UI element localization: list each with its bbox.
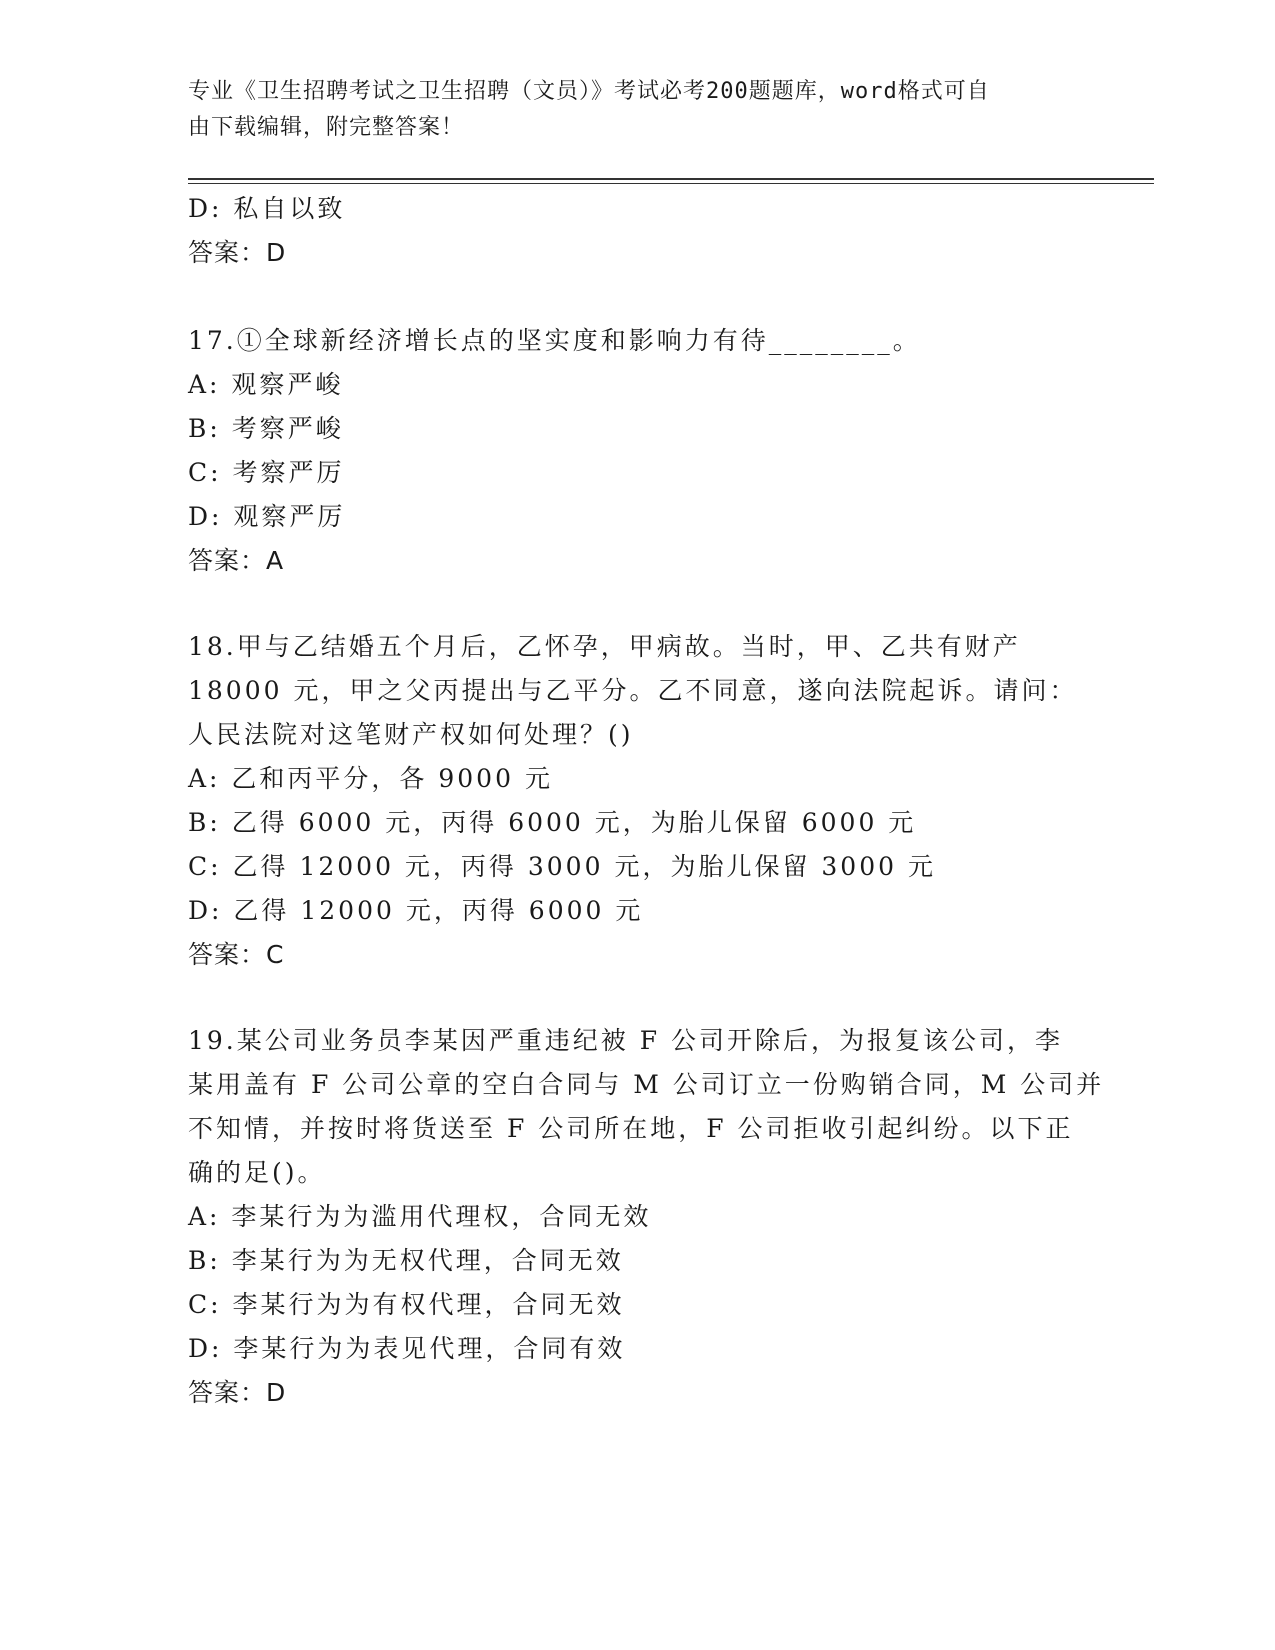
q19-stem-line-3: 不知情，并按时将货送至 F 公司所在地，F 公司拒收引起纠纷。以下正	[188, 1114, 1074, 1143]
q17-stem: 17.①全球新经济增长点的坚实度和影响力有待________。	[188, 326, 921, 355]
q18-option-d: D: 乙得 12000 元，丙得 6000 元	[188, 896, 644, 925]
q17-option-c: C: 考察严厉	[188, 458, 345, 487]
q19-stem-line-1: 19.某公司业务员李某因严重违纪被 F 公司开除后，为报复该公司，李	[188, 1026, 1064, 1055]
q19-option-b: B: 李某行为为无权代理，合同无效	[188, 1246, 624, 1275]
q17-option-a: A: 观察严峻	[188, 370, 344, 399]
q18-stem-line-1: 18.甲与乙结婚五个月后，乙怀孕，甲病故。当时，甲、乙共有财产	[188, 632, 1021, 661]
q19-stem-line-2: 某用盖有 F 公司公章的空白合同与 M 公司订立一份购销合同，M 公司并	[188, 1070, 1105, 1099]
q18-option-c: C: 乙得 12000 元，丙得 3000 元，为胎儿保留 3000 元	[188, 852, 936, 881]
q19-stem-line-4: 确的足()。	[188, 1158, 326, 1187]
q18-option-a: A: 乙和丙平分，各 9000 元	[188, 764, 553, 793]
q19-answer: 答案：D	[188, 1378, 287, 1407]
q17-option-d: D: 观察严厉	[188, 502, 346, 531]
q17-answer: 答案：A	[188, 546, 285, 575]
document-header	[188, 74, 1068, 146]
prev-option-d: D: 私自以致	[188, 194, 346, 223]
q18-stem-line-2: 18000 元，甲之父丙提出与乙平分。乙不同意，遂向法院起诉。请问：	[188, 676, 1078, 705]
header-divider-thick	[188, 178, 1154, 180]
header-divider-thin	[188, 183, 1154, 184]
q19-option-d: D: 李某行为为表见代理，合同有效	[188, 1334, 626, 1363]
header-title-line-1: 专业《卫生招聘考试之卫生招聘（文员）》考试必考200题题库，word格式可自	[188, 79, 990, 104]
q17-option-b: B: 考察严峻	[188, 414, 344, 443]
q18-answer: 答案：C	[188, 940, 285, 969]
prev-answer: 答案：D	[188, 238, 287, 267]
q19-option-c: C: 李某行为为有权代理，合同无效	[188, 1290, 625, 1319]
q18-stem-line-3: 人民法院对这笔财产权如何处理？()	[188, 720, 634, 749]
q19-option-a: A: 李某行为为滥用代理权，合同无效	[188, 1202, 652, 1231]
header-title-line-2: 由下载编辑，附完整答案！	[188, 115, 465, 140]
q18-option-b: B: 乙得 6000 元，丙得 6000 元，为胎儿保留 6000 元	[188, 808, 917, 837]
